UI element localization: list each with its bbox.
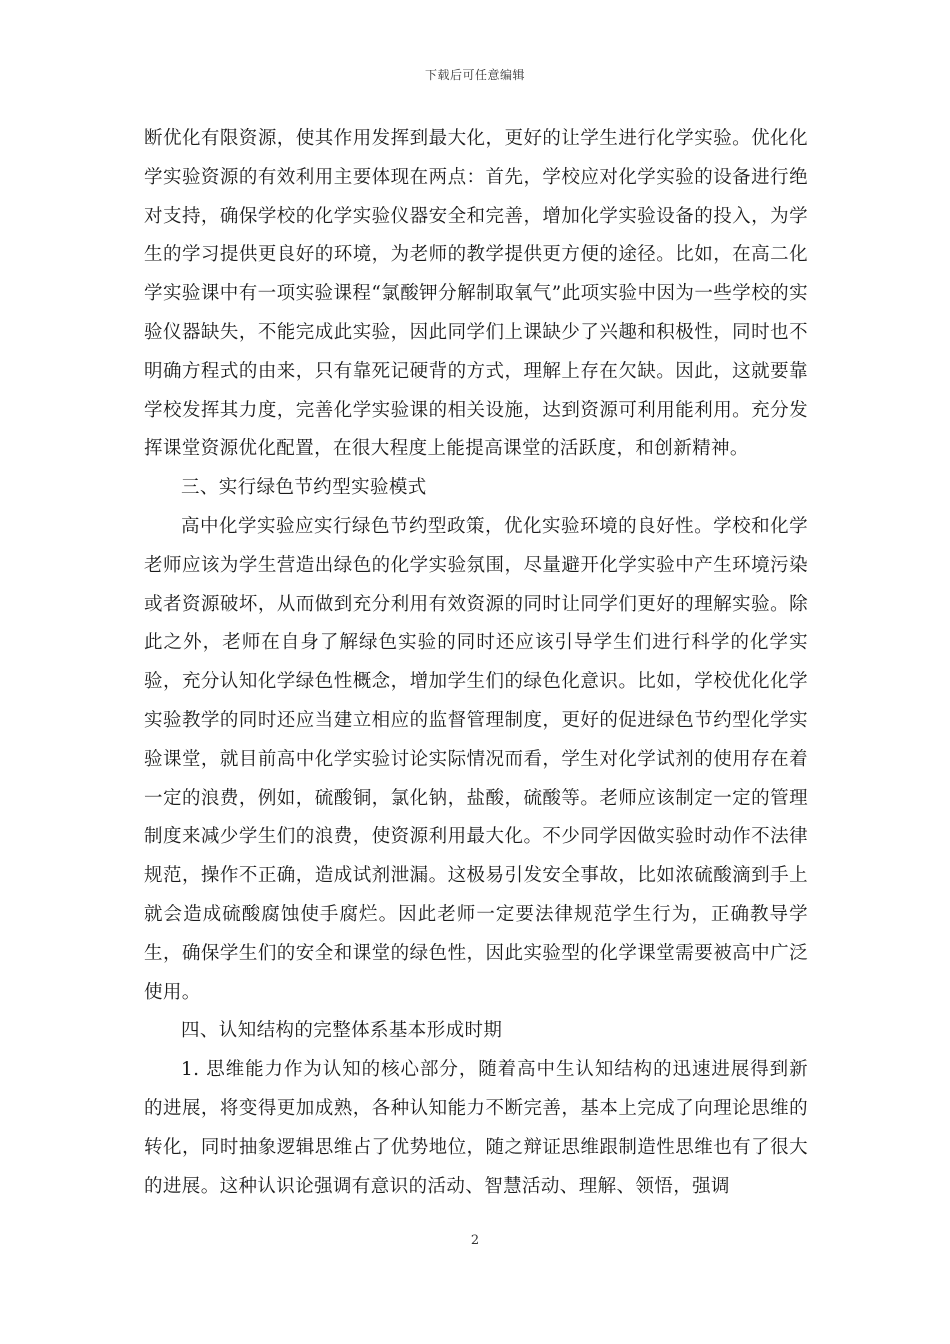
section-heading-green-experiment: 三、实行绿色节约型实验模式: [181, 477, 427, 499]
section-heading-cognitive-structure: 四、认知结构的完整体系基本形成时期: [181, 1020, 503, 1042]
paragraph-green-experiment: 高中化学实验应实行绿色节约型政策，优化实验环境的良好性。学校和化学老师应该为学生营造出绿色的化学实验氛围，尽量避开化学实验中产生环境污染或者资源破坏，从而做到充分利用有效资源的同时让同学们更好的理解实验。除此之外，老师在自身了解绿色实验的同时还应该引导学生们进行科学的化学实验，充分认知化学绿色性概念，增加学生们的绿色化意识。比如，学校优化化学实验教学的同时还应当建立相应的监督管理制度，更好的促进绿色节约型化学实验课堂，就目前高中化学实验讨论实际情况而看，学生对化学试剂的使用存在着一定的浪费，例如，硫酸铜，氯化钠，盐酸，硫酸等。老师应该制定一定的管理制度来减少学生们的浪费，使资源利用最大化。不少同学因做实验时动作不法律规范，操作不正确，造成试剂泄漏。这极易引发安全事故，比如浓硫酸滴到手上就会造成硫酸腐蚀使手腐烂。因此老师一定要法律规范学生行为，正确教导学生，确保学生们的安全和课堂的绿色性，因此实验型的化学课堂需要被高中广泛使用。: [144, 515, 808, 1003]
paragraph-thinking-ability: 1. 思维能力作为认知的核心部分，随着高中生认知结构的迅速进展得到新的进展，将变得更加成熟，各种认知能力不断完善，基本上完成了向理论思维的转化，同时抽象逻辑思维占了优势地位，随之辩证思维跟制造性思维也有了很大的进展。这种认识论强调有意识的活动、智慧活动、理解、领悟，强调: [144, 1059, 808, 1197]
page-header: 下载后可任意编辑: [424, 68, 525, 82]
paragraph-resource-optimization: 断优化有限资源，使其作用发挥到最大化，更好的让学生进行化学实验。优化化学实验资源的有效利用主要体现在两点：首先，学校应对化学实验的设备进行绝对支持，确保学校的化学实验仪器安全和完善，增加化学实验设备的投入，为学生的学习提供更良好的环境，为老师的教学提供更方便的途径。比如，在高二化学实验课中有一项实验课程“氯酸钾分解制取氧气”此项实验中因为一些学校的实验仪器缺失，不能完成此实验，因此同学们上课缺少了兴趣和积极性，同时也不明确方程式的由来，只有靠死记硬背的方式，理解上存在欠缺。因此，这就要靠学校发挥其力度，完善化学实验课的相关设施，达到资源可利用能利用。充分发挥课堂资源优化配置，在很大程度上能提高课堂的活跃度，和创新精神。: [144, 128, 808, 460]
body-content: [144, 120, 808, 1206]
page-number: 2: [470, 1233, 480, 1248]
